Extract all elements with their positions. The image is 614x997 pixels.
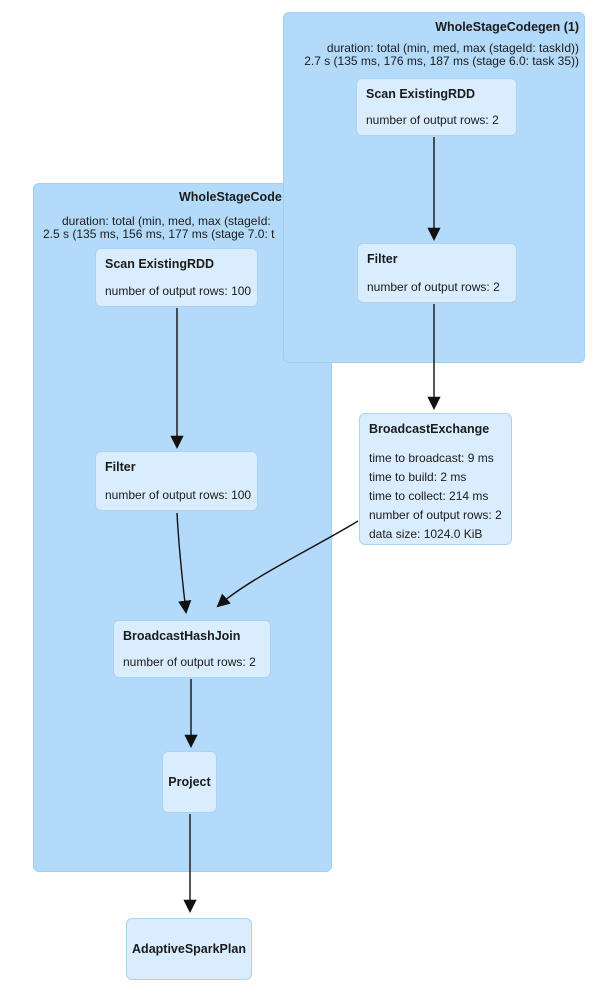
plan-node-broadcast-exchange[interactable] [359,413,512,545]
plan-node-filter-left[interactable] [95,451,258,511]
plan-node-scan-existingrdd-right[interactable] [356,78,517,136]
node-title: AdaptiveSparkPlan [132,942,246,956]
cluster-wholestagecodegen-1 [283,12,585,363]
node-metric: number of output rows: 2 [366,113,499,127]
node-metric: time to collect: 214 ms [369,489,489,503]
node-metric: number of output rows: 2 [123,655,256,669]
node-title: Project [168,775,211,789]
node-metric: number of output rows: 100 [105,488,252,502]
node-title: BroadcastHashJoin [123,629,241,643]
node-metric: number of output rows: 2 [367,280,500,294]
cluster-duration-line1: duration: total (min, med, max (stageId: [62,214,271,228]
node-metric: time to build: 2 ms [369,470,467,484]
node-metric: time to broadcast: 9 ms [369,451,494,465]
node-metric: data size: 1024.0 KiB [369,527,483,541]
plan-node-scan-existingrdd-left[interactable] [95,248,258,307]
cluster-duration-line1: duration: total (min, med, max (stageId: taskId)) [326,41,579,55]
plan-node-project[interactable] [162,751,217,813]
cluster-duration-line2: 2.7 s (135 ms, 176 ms, 187 ms (stage 6.0: task 35)) [304,54,579,68]
cluster-title: WholeStageCodegen (1) [435,20,579,34]
plan-node-broadcast-hash-join[interactable] [113,620,271,678]
plan-node-filter-right[interactable] [357,243,517,303]
node-title: Scan ExistingRDD [366,87,476,101]
node-metric: number of output rows: 2 [369,508,502,522]
node-title: BroadcastExchange [369,422,490,436]
node-title: Scan ExistingRDD [105,257,215,271]
node-metric: number of output rows: 100 [105,284,252,298]
node-title: Filter [367,252,398,266]
plan-node-adaptive-spark-plan[interactable] [126,918,252,980]
cluster-duration-line2: 2.5 s (135 ms, 156 ms, 177 ms (stage 7.0: t [43,227,275,241]
cluster-title: WholeStageCode [179,190,282,204]
node-title: Filter [105,460,136,474]
